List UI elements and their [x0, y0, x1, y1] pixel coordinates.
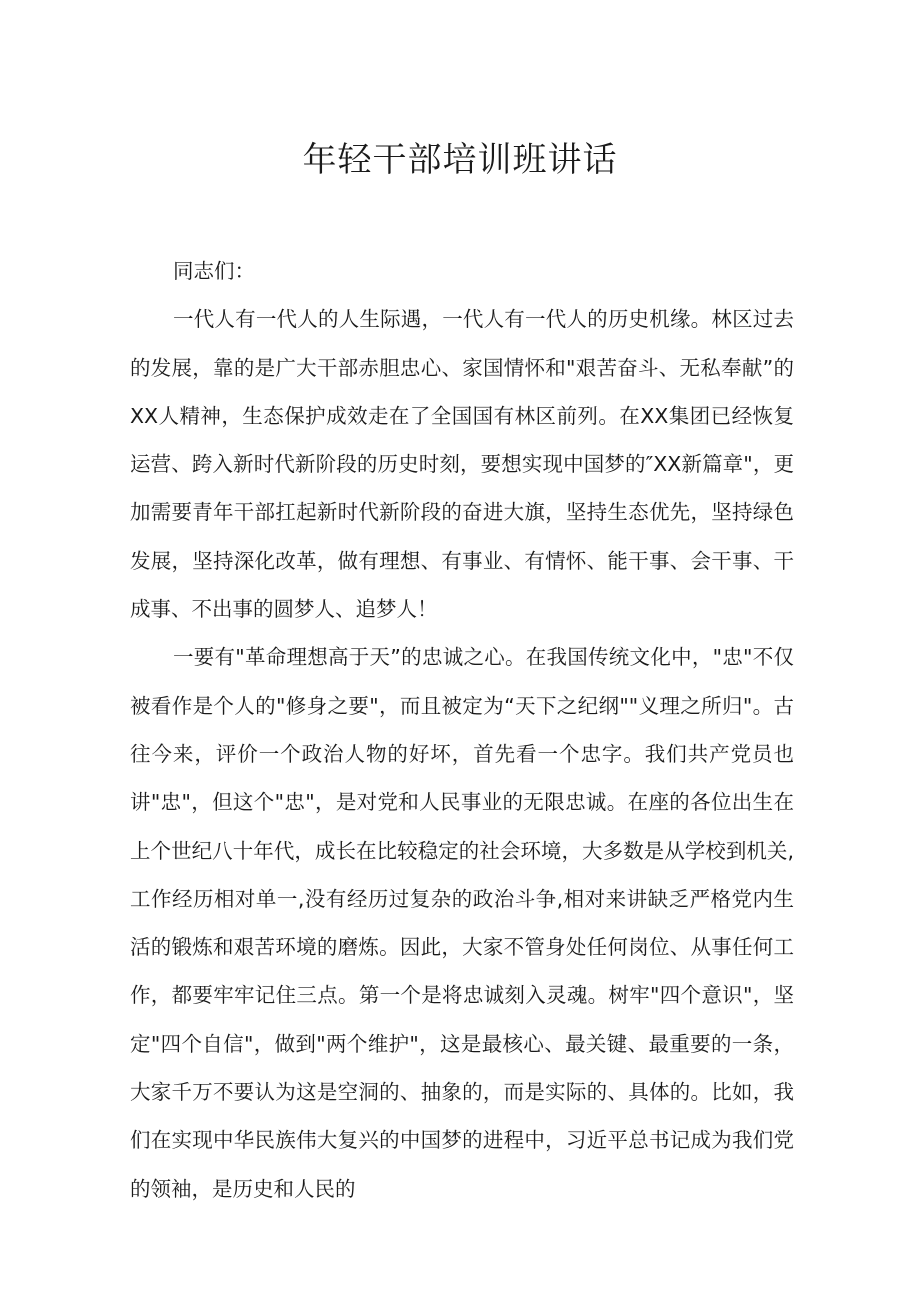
document-body [130, 247, 794, 1213]
paragraph-2: 一要有"革命理想高于天”的忠诚之心。在我国传统文化中，"忠"不仅被看作是个人的"修身之要"，而且被定为“天下之纪纲""义理之所归"。古往今来，评价一个政治人物的好坏，首先看一个忠字。我们共产党员也讲"忠"，但这个"忠"，是对党和人民事业的无限忠诚。在座的各位出生在上个世纪八十年代，成长在比较稳定的社会环境，大多数是从学校到机关,工作经历相对单一,没有经历过复杂的政治斗争,相对来讲缺乏严格党内生活的锻炼和艰苦环境的磨炼。因此，大家不管身处任何岗位、从事任何工作，都要牢牢记住三点。第一个是将忠诚刻入灵魂。树牢"四个意识"，坚定"四个自信"，做到"两个维护"，这是最核心、最关键、最重要的一条，大家千万不要认为这是空洞的、抽象的，而是实际的、具体的。比如，我们在实现中华民族伟大复兴的中国梦的进程中，习近平总书记成为我们党的领袖，是历史和人民的 [130, 645, 794, 1201]
document-title: 年轻干部培训班讲话 [302, 140, 618, 180]
paragraph-1: 一代人有一代人的人生际遇，一代人有一代人的历史机缘。林区过去的发展，靠的是广大干部赤胆忠心、家国情怀和"艰苦奋斗、无私奉献”的XX人精神，生态保护成效走在了全国国有林区前列。在XX集团已经恢复运营、跨入新时代新阶段的历史时刻，要想实现中国梦的″XX新篇章"，更加需要青年干部扛起新时代新阶段的奋进大旗，坚持生态优先，坚持绿色发展，坚持深化改革，做有理想、有事业、有情怀、能干事、会干事、干成事、不出事的圆梦人、追梦人！ [130, 307, 794, 622]
salutation: 同志们： [173, 259, 255, 283]
